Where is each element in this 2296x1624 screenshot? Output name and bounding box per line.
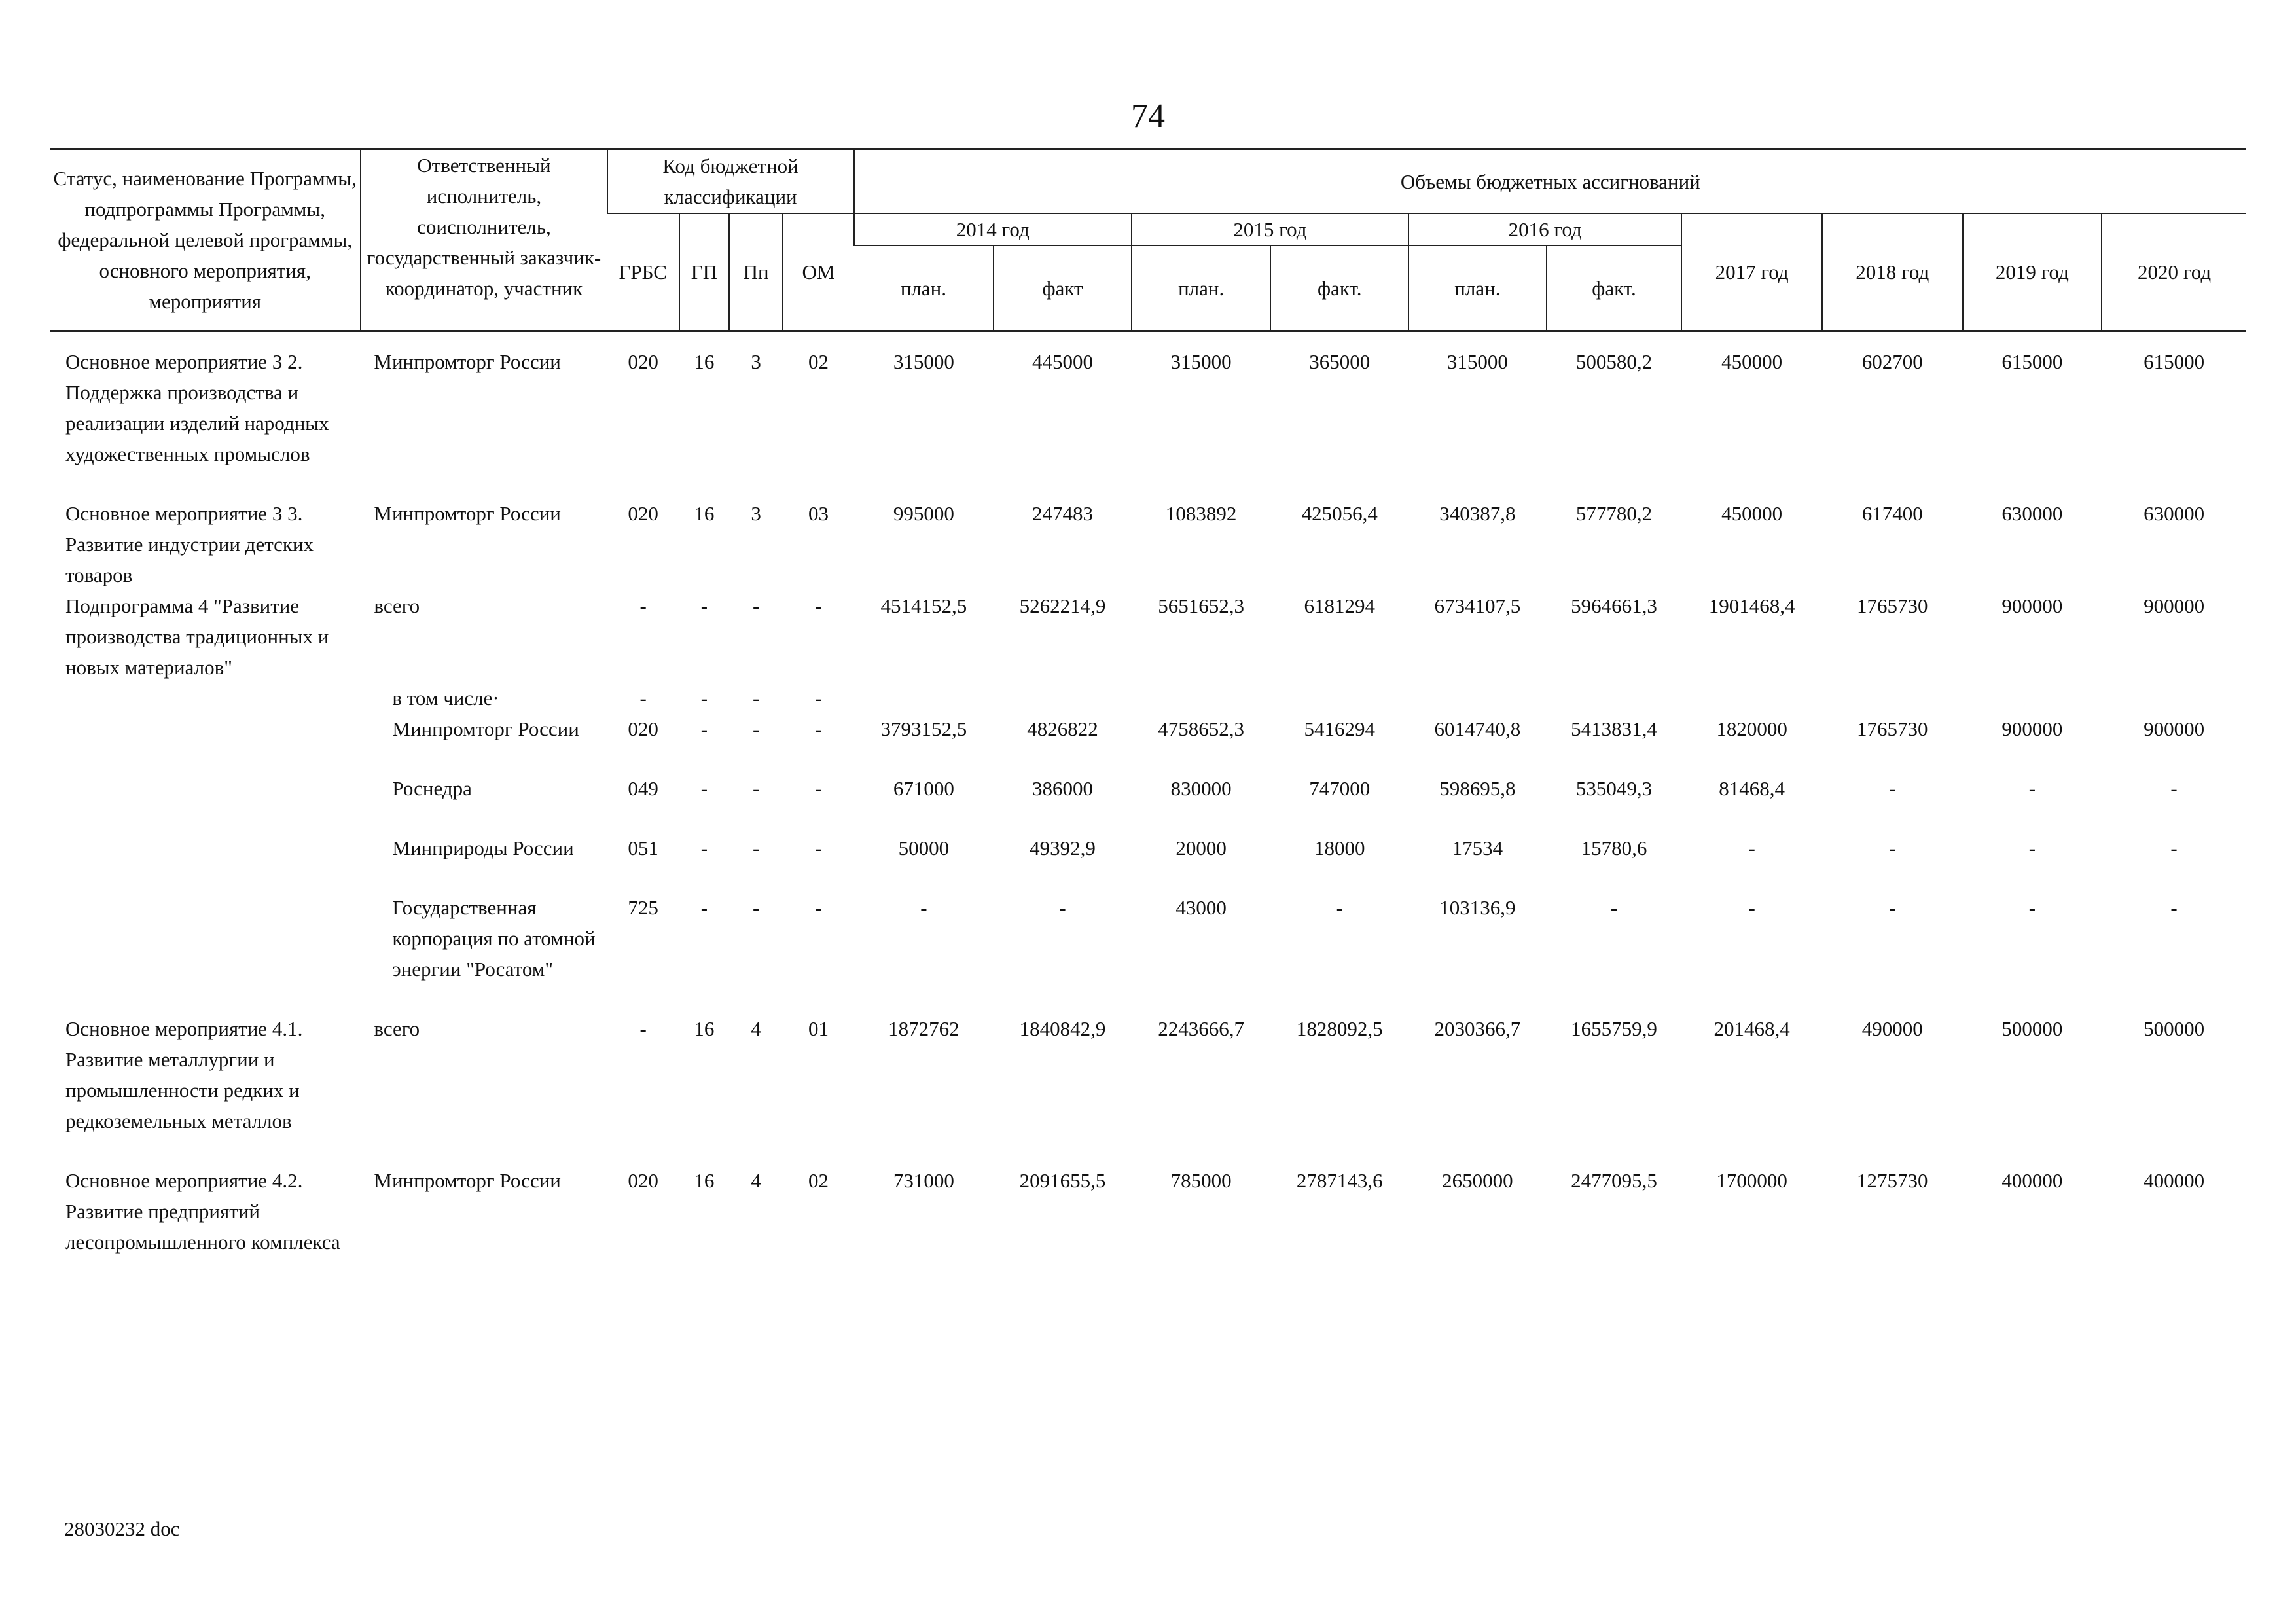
- cell-y2020: -: [2170, 837, 2178, 859]
- cell-p2015: 1083892: [1165, 502, 1237, 525]
- cell-p2016: 598695,8: [1439, 777, 1516, 800]
- cell-name: Подпрограмма 4 "Развитие производства традиционных и новых материалов": [65, 594, 329, 679]
- table-row: [50, 892, 2246, 984]
- cell-f2014: 49392,9: [1030, 837, 1096, 859]
- cell-gp: 16: [694, 1017, 715, 1040]
- cell-f2015: 18000: [1314, 837, 1365, 859]
- cell-y2019: [1963, 683, 2102, 713]
- header-pp: Пп: [729, 213, 783, 331]
- cell-name: [50, 833, 361, 863]
- cell-gp: -: [700, 594, 708, 617]
- cell-pp: -: [752, 777, 760, 800]
- cell-grbs: 020: [628, 502, 658, 525]
- cell-p2016: 103136,9: [1439, 896, 1516, 919]
- budget-table: [50, 148, 2246, 1257]
- cell-pp: -: [752, 687, 760, 710]
- cell-y2019: 900000: [2001, 594, 2063, 617]
- cell-executor: Минпромторг России: [374, 350, 561, 373]
- cell-y2019: -: [2028, 896, 2036, 919]
- cell-f2015: 747000: [1309, 777, 1371, 800]
- header-year-2015: 2015 год: [1132, 213, 1408, 245]
- cell-gp: -: [700, 687, 708, 710]
- cell-om: -: [815, 896, 822, 919]
- cell-f2014: 386000: [1032, 777, 1094, 800]
- cell-p2016: 340387,8: [1439, 502, 1516, 525]
- cell-y2018: 1765730: [1856, 594, 1928, 617]
- cell-gp: 16: [694, 350, 715, 373]
- header-code: Код бюджетной классификации: [607, 149, 854, 214]
- cell-p2014: 4514152,5: [880, 594, 967, 617]
- header-om: ОМ: [783, 213, 853, 331]
- cell-pp: 4: [751, 1017, 761, 1040]
- cell-y2020: 630000: [2144, 502, 2205, 525]
- cell-p2014: 1872762: [888, 1017, 960, 1040]
- cell-f2016: 2477095,5: [1571, 1169, 1657, 1192]
- cell-y2018: 490000: [1861, 1017, 1923, 1040]
- cell-grbs: 051: [628, 837, 658, 859]
- cell-name: Основное мероприятие 4.1. Развитие металлургии и промышленности редких и редкоземельных металлов: [65, 1017, 303, 1132]
- cell-grbs: 020: [628, 717, 658, 740]
- table-row: [50, 1013, 2246, 1136]
- cell-y2018: 602700: [1861, 350, 1923, 373]
- header-status: Статус, наименование Программы, подпрограммы Программы, федеральной целевой программы, основного мероприятия, мероприятия: [50, 149, 361, 331]
- cell-f2014: 445000: [1032, 350, 1094, 373]
- cell-y2017: 1901468,4: [1708, 594, 1795, 617]
- cell-executor: Минпромторг России: [392, 717, 579, 740]
- table-row: [50, 1165, 2246, 1257]
- row-spacer: [50, 804, 2246, 833]
- header-fact-2014: факт: [994, 245, 1132, 331]
- cell-om: -: [815, 594, 822, 617]
- cell-y2018: -: [1889, 777, 1896, 800]
- cell-p2015: 785000: [1170, 1169, 1232, 1192]
- table-header: [50, 149, 2246, 347]
- header-executor: Ответственный исполнитель, соисполнитель, государственный заказчик-координатор, участник: [361, 149, 607, 331]
- cell-executor: Минприроды России: [392, 837, 574, 859]
- cell-y2020: 900000: [2144, 717, 2205, 740]
- cell-p2016: 17534: [1452, 837, 1503, 859]
- cell-y2020: 615000: [2144, 350, 2205, 373]
- header-year-2018: 2018 год: [1822, 213, 1963, 331]
- cell-name: Основное мероприятие 3 2. Поддержка производства и реализации изделий народных художественных промыслов: [65, 350, 329, 465]
- cell-y2017: 201468,4: [1713, 1017, 1790, 1040]
- cell-name: Основное мероприятие 4.2. Развитие предприятий лесопромышленного комплекса: [65, 1169, 340, 1254]
- cell-f2016: -: [1610, 896, 1618, 919]
- cell-p2014: 995000: [893, 502, 954, 525]
- cell-pp: -: [752, 717, 760, 740]
- cell-om: 02: [808, 350, 829, 373]
- header-gp: ГП: [679, 213, 729, 331]
- cell-p2015: [1132, 683, 1271, 713]
- row-spacer: [50, 984, 2246, 1013]
- cell-pp: 3: [751, 350, 761, 373]
- table-row: [50, 346, 2246, 469]
- cell-y2017: [1681, 683, 1822, 713]
- cell-y2017: 1700000: [1716, 1169, 1787, 1192]
- cell-p2014: 671000: [893, 777, 954, 800]
- cell-f2015: 425056,4: [1301, 502, 1378, 525]
- cell-p2016: 2650000: [1442, 1169, 1513, 1192]
- cell-p2016: 2030366,7: [1434, 1017, 1521, 1040]
- cell-f2016: [1547, 683, 1682, 713]
- cell-gp: -: [700, 717, 708, 740]
- cell-y2018: -: [1889, 896, 1896, 919]
- cell-grbs: -: [639, 594, 647, 617]
- cell-executor: Минпромторг России: [374, 502, 561, 525]
- table-row: [50, 773, 2246, 804]
- cell-name: [50, 713, 361, 744]
- header-volumes: Объемы бюджетных ассигнований: [854, 149, 2246, 214]
- cell-y2018: 1765730: [1856, 717, 1928, 740]
- cell-f2016: 5964661,3: [1571, 594, 1657, 617]
- cell-f2014: 5262214,9: [1019, 594, 1106, 617]
- cell-y2019: 615000: [2001, 350, 2063, 373]
- header-plan-2014: план.: [854, 245, 994, 331]
- cell-executor: всего: [374, 1017, 420, 1040]
- cell-y2018: -: [1889, 837, 1896, 859]
- table-row: [50, 713, 2246, 744]
- cell-y2017: -: [1748, 896, 1755, 919]
- cell-pp: -: [752, 594, 760, 617]
- cell-p2016: [1408, 683, 1547, 713]
- cell-grbs: 049: [628, 777, 658, 800]
- cell-grbs: 020: [628, 1169, 658, 1192]
- cell-grbs: -: [639, 687, 647, 710]
- cell-y2019: 630000: [2001, 502, 2063, 525]
- cell-y2020: 900000: [2144, 594, 2205, 617]
- row-spacer: [50, 863, 2246, 892]
- cell-p2015: 20000: [1175, 837, 1227, 859]
- cell-f2014: [994, 683, 1132, 713]
- cell-executor: в том числе·: [392, 687, 499, 710]
- cell-gp: -: [700, 777, 708, 800]
- table-row: [50, 498, 2246, 590]
- cell-f2014: 4826822: [1027, 717, 1098, 740]
- header-year-2020: 2020 год: [2102, 213, 2246, 331]
- cell-om: -: [815, 777, 822, 800]
- cell-y2020: 400000: [2144, 1169, 2205, 1192]
- header-year-2019: 2019 год: [1963, 213, 2102, 331]
- cell-name: [50, 683, 361, 713]
- cell-y2017: 1820000: [1716, 717, 1787, 740]
- cell-name: Основное мероприятие 3 3. Развитие индустрии детских товаров: [65, 502, 314, 586]
- cell-f2015: -: [1336, 896, 1343, 919]
- cell-om: 01: [808, 1017, 829, 1040]
- cell-f2016: 5413831,4: [1571, 717, 1657, 740]
- cell-p2016: 6734107,5: [1434, 594, 1521, 617]
- cell-y2017: 81468,4: [1719, 777, 1785, 800]
- cell-p2014: 3793152,5: [880, 717, 967, 740]
- cell-executor: Роснедра: [392, 777, 472, 800]
- cell-om: -: [815, 837, 822, 859]
- cell-executor: Минпромторг России: [374, 1169, 561, 1192]
- cell-f2015: 2787143,6: [1296, 1169, 1383, 1192]
- cell-f2015: 1828092,5: [1296, 1017, 1383, 1040]
- row-spacer: [50, 744, 2246, 773]
- cell-y2019: 500000: [2001, 1017, 2063, 1040]
- cell-f2015: 365000: [1309, 350, 1371, 373]
- cell-pp: -: [752, 896, 760, 919]
- cell-y2019: 900000: [2001, 717, 2063, 740]
- cell-y2018: 617400: [1861, 502, 1923, 525]
- cell-name: [50, 773, 361, 804]
- cell-y2019: -: [2028, 837, 2036, 859]
- cell-f2016: 1655759,9: [1571, 1017, 1657, 1040]
- cell-f2014: 2091655,5: [1019, 1169, 1106, 1192]
- cell-f2016: 535049,3: [1575, 777, 1653, 800]
- cell-f2014: 247483: [1032, 502, 1094, 525]
- header-year-2016: 2016 год: [1408, 213, 1681, 245]
- cell-gp: 16: [694, 502, 715, 525]
- cell-grbs: 725: [628, 896, 658, 919]
- cell-f2016: 577780,2: [1575, 502, 1653, 525]
- footer-doc-code: 28030232 doc: [64, 1517, 180, 1540]
- cell-y2017: -: [1748, 837, 1755, 859]
- cell-om: -: [815, 687, 822, 710]
- cell-y2020: -: [2170, 896, 2178, 919]
- table-row: [50, 590, 2246, 683]
- cell-p2015: 43000: [1175, 896, 1227, 919]
- cell-f2015: 5416294: [1304, 717, 1376, 740]
- cell-p2015: 4758652,3: [1158, 717, 1245, 740]
- cell-y2017: 450000: [1721, 502, 1783, 525]
- header-grbs: ГРБС: [607, 213, 679, 331]
- cell-p2015: 830000: [1170, 777, 1232, 800]
- cell-executor: Государственная корпорация по атомной энергии "Росатом": [392, 896, 596, 981]
- cell-gp: -: [700, 837, 708, 859]
- cell-p2014: 315000: [893, 350, 954, 373]
- header-year-2014: 2014 год: [854, 213, 1132, 245]
- cell-f2015: 6181294: [1304, 594, 1376, 617]
- header-plan-2015: план.: [1132, 245, 1271, 331]
- cell-y2017: 450000: [1721, 350, 1783, 373]
- cell-gp: 16: [694, 1169, 715, 1192]
- cell-grbs: 020: [628, 350, 658, 373]
- cell-y2019: 400000: [2001, 1169, 2063, 1192]
- cell-om: 02: [808, 1169, 829, 1192]
- cell-p2015: 315000: [1170, 350, 1232, 373]
- table-row: [50, 833, 2246, 863]
- cell-f2016: 500580,2: [1575, 350, 1653, 373]
- cell-om: -: [815, 717, 822, 740]
- cell-p2015: 2243666,7: [1158, 1017, 1245, 1040]
- cell-p2015: 5651652,3: [1158, 594, 1245, 617]
- cell-grbs: -: [639, 1017, 647, 1040]
- cell-om: 03: [808, 502, 829, 525]
- page-number: 74: [1131, 98, 1165, 135]
- cell-y2020: [2102, 683, 2246, 713]
- cell-y2020: -: [2170, 777, 2178, 800]
- row-spacer: [50, 1136, 2246, 1165]
- header-plan-2016: план.: [1408, 245, 1547, 331]
- cell-p2016: 315000: [1446, 350, 1508, 373]
- cell-p2014: [854, 683, 994, 713]
- cell-y2018: 1275730: [1856, 1169, 1928, 1192]
- cell-gp: -: [700, 896, 708, 919]
- header-year-2017: 2017 год: [1681, 213, 1822, 331]
- table-body: [50, 346, 2246, 1257]
- header-fact-2015: факт.: [1270, 245, 1408, 331]
- cell-f2014: -: [1059, 896, 1066, 919]
- cell-pp: 3: [751, 502, 761, 525]
- cell-f2015: [1270, 683, 1408, 713]
- cell-p2014: 731000: [893, 1169, 954, 1192]
- cell-p2014: 50000: [898, 837, 950, 859]
- cell-p2016: 6014740,8: [1434, 717, 1521, 740]
- cell-p2014: -: [920, 896, 927, 919]
- cell-pp: 4: [751, 1169, 761, 1192]
- header-fact-2016: факт.: [1547, 245, 1682, 331]
- cell-y2018: [1822, 683, 1963, 713]
- table-row: [50, 683, 2246, 713]
- cell-y2019: -: [2028, 777, 2036, 800]
- cell-pp: -: [752, 837, 760, 859]
- cell-y2020: 500000: [2144, 1017, 2205, 1040]
- cell-executor: всего: [374, 594, 420, 617]
- cell-f2016: 15780,6: [1581, 837, 1647, 859]
- row-spacer: [50, 469, 2246, 498]
- cell-name: [50, 892, 361, 984]
- cell-f2014: 1840842,9: [1019, 1017, 1106, 1040]
